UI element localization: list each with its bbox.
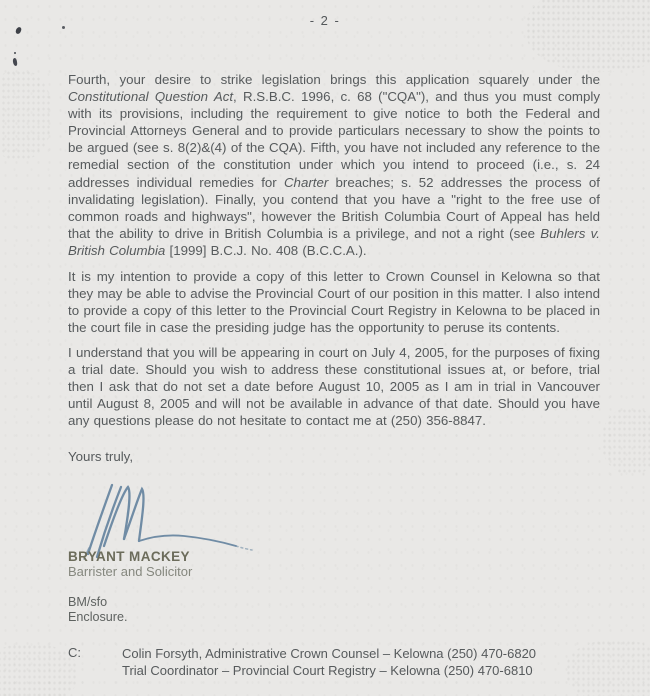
page-number: - 2 - [309,13,341,28]
paragraph-court-dates: I understand that you will be appearing in court on July 4, 2005, for the purposes of fixing a trial date. Should you wish to address these constitutional issues at, or before, trial then I ask that do not set a date before August 10, 2005 as I am in trial in Vancouver until August 8, 2005 and will not be available in advance of that date. Should you have any questions please do not hesitate to contact me at (250) 356-8847. [68,345,600,429]
closing-salutation: Yours truly, [68,449,134,464]
scan-noise-patch [566,640,650,696]
cc-label: C: [68,645,81,660]
scan-noise-patch [0,644,78,696]
enclosure-note: Enclosure. [68,610,128,624]
ink-speck [12,58,17,66]
scan-noise-patch [526,0,650,72]
reference-initials: BM/sfo [68,595,108,609]
signer-name: BRYANT MACKEY [68,549,190,564]
cc-block [68,645,536,679]
ink-speck [14,52,16,54]
paragraph-constitutional-points: Fourth, your desire to strike legislation brings this application squarely under the Constitutional Question Act, R.S.B.C. 1996, c. 68 ("CQA"), and thus you must comply with its provisions, including the requirement to give notice to both the Federal and Provincial Attorneys General and to provide particulars necessary to show the points to be argued (see s. 8(2)&(4) of the CQA). Fifth, you have not included any reference to the remedial section of the constitution under which you intend to proceed (i.e., s. 24 addresses individual remedies for Charter breaches; s. 52 addresses the process of invalidating legislation). Finally, you contend that you have a "right to the free use of common roads and highways", however the British Columbia Court of Appeal has held that the ability to drive in British Columbia is a privilege, and not a right (see Buhlers v. British Columbia [1999] B.C.J. No. 408 (B.C.C.A.). [68,72,600,258]
cc-line-trial-coordinator: Trial Coordinator – Provincial Court Registry – Kelowna (250) 470-6810 [122,663,533,678]
scan-noise-patch [602,408,650,474]
cc-line-crown-counsel: Colin Forsyth, Administrative Crown Counsel – Kelowna (250) 470-6820 [122,646,537,661]
paragraph-copy-intention: It is my intention to provide a copy of this letter to Crown Counsel in Kelowna so that they may be able to advise the Provincial Court of our position in this matter. I also intend to provide a copy of this letter to the Provincial Court Registry in Kelowna to be placed in the court file in case the presiding judge has the opportunity to peruse its contents. [68,269,600,336]
signer-title: Barrister and Solicitor [68,564,193,579]
scan-noise-patch [0,70,52,160]
cc-lines [122,645,536,679]
